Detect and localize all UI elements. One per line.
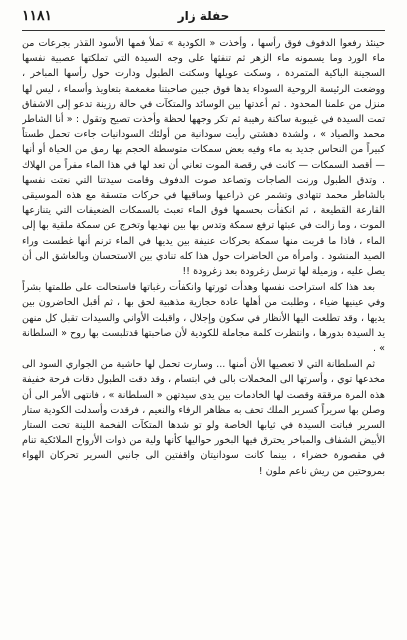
running-title: حفلة زار bbox=[177, 9, 230, 23]
page-header bbox=[22, 6, 385, 30]
body-text bbox=[22, 36, 385, 632]
page-number: ۱۱۸۱ bbox=[22, 8, 53, 24]
paragraph: بعد هذا كله استراحت نفسها وهدأت ثورتها وانكفأت رغباتها فاستحالت على طلمتها بشراً وفي عينيها ضياء ، وطلبت من أهلها عادة حجازية مذهبية لحق بها ، ثم أقبل الحاضرون بين يديها ، وقد تطلعت اليها الأنظار في سكون وإجلال ، واقبلت الأواني والسيدات تقبل كل منهن يد السيدة بدورها ، وانتظرت كلمة مجاملة للكودية لأن صاحبتها قدتلبست بها روح « السلطانة » . bbox=[22, 282, 385, 355]
paragraph: حينئذ رفعوا الدفوف فوق رأسها ، وأخذت « الكودية » تملأ فمها الأسود القذر بجرعات من ماء الورد وما يسمونه ماء الزهر ثم تنفثها على وجه السيدة التي تملكتها عصبية نفسها السجينة الباكية المتمردة ، وسكت عويلها وسكتت الطبول ودارت حول رأسها المباخر ، ووضعت الرئيسة الروحية السوداء يدها فوق جبين صاحبتنا مغمغمة بتعاويذ وأسماء ، ليس لها منزل من علمنا المحدود . ثم أعدتها بين الوسائد والمتكآت في حالة رزينة تدعو إلى الاشفاق تمت السيدة في غيبوبة ساكنة رهيبة ثم تكر وجهها لحظة وأخذت تصيح وتقول : « أنا الشاطر محمد والصياد » ، ولشدة دهشتي رأيت سودانية من أولئك السودانيات جاءت تحمل طستاً كبيراً من النحاس جديد به ماء وفيه بعض سمكات متوسطة الحجم بها رمق من الحياة أو أنها — أقصد السمكات — كانت في رقصة الموت تعاني أن تعد لها في هذا الماء مفراً من الهلاك . وتدق الطبول ورنت الصاجات وتصاعد صوت الدفوف وقامت سيدتنا التي نعتت نفسها بالشاطر محمد تتهادى وتشمر عن ذراعيها وساقيها في حركات متسقة مع هذه الموسيقى القارعة القطيعة ، ثم انكفأت بحسمها فوق الماء تعبث بالسمكات الضعيفات التي يتنازعها الموت ، وما زالت في عبثها ترفع سمكة وتدس بها بين نهديها وتخرج عن سمكة ملقية بها إلى الماء ، فاذا ما قربت منها سمكة بحركات عنيفة بين يديها في الماء ترنم أنها غطست وراء الصيد المنشود . وامرأة من الحاضرات حول هذا كله تنادي بين الاستحسان وبالعاشق الى أن يصل عليه ، وزميلة لها ترسل زغرودة بعد زغرودة !! bbox=[22, 38, 385, 278]
header-divider bbox=[22, 30, 385, 31]
paragraph: ثم السلطانة التي لا تعصيها الأن أمنها ... وسارت تحمل لها حاشية من الجواري السود الى مخدعها توي ، وأسرتها الى المخملات بالى في ابتسام ، وقد دقت الطبول دقات فرحة خفيفة هذه المرة مرققة وقصت لها الخادمات بين يدى سيدتهن « السلطانة » ، فانتهى الأمر الى أن وصلن بها سريراً كسرير الملك تحف به مظاهر الرفاء والنعيم ، فرقدت وأسدلت الكودية ستار السرير فباتت السيدة في ثيابها الخاصة ولو تو شدها المتكآت الفخمة اللينة تحت الستار الأبيض الشفاف والمباخر يحترق فيها البخور حواليها كأنها ولية من ذوات الأرواح الملائكية تنام في مقصورة خضراء ، بينما كانت سودانيتان واقفتين الى جانبي السرير تحركان الهواء بمروحتين من ريش ناعم ملون ! bbox=[22, 359, 385, 477]
